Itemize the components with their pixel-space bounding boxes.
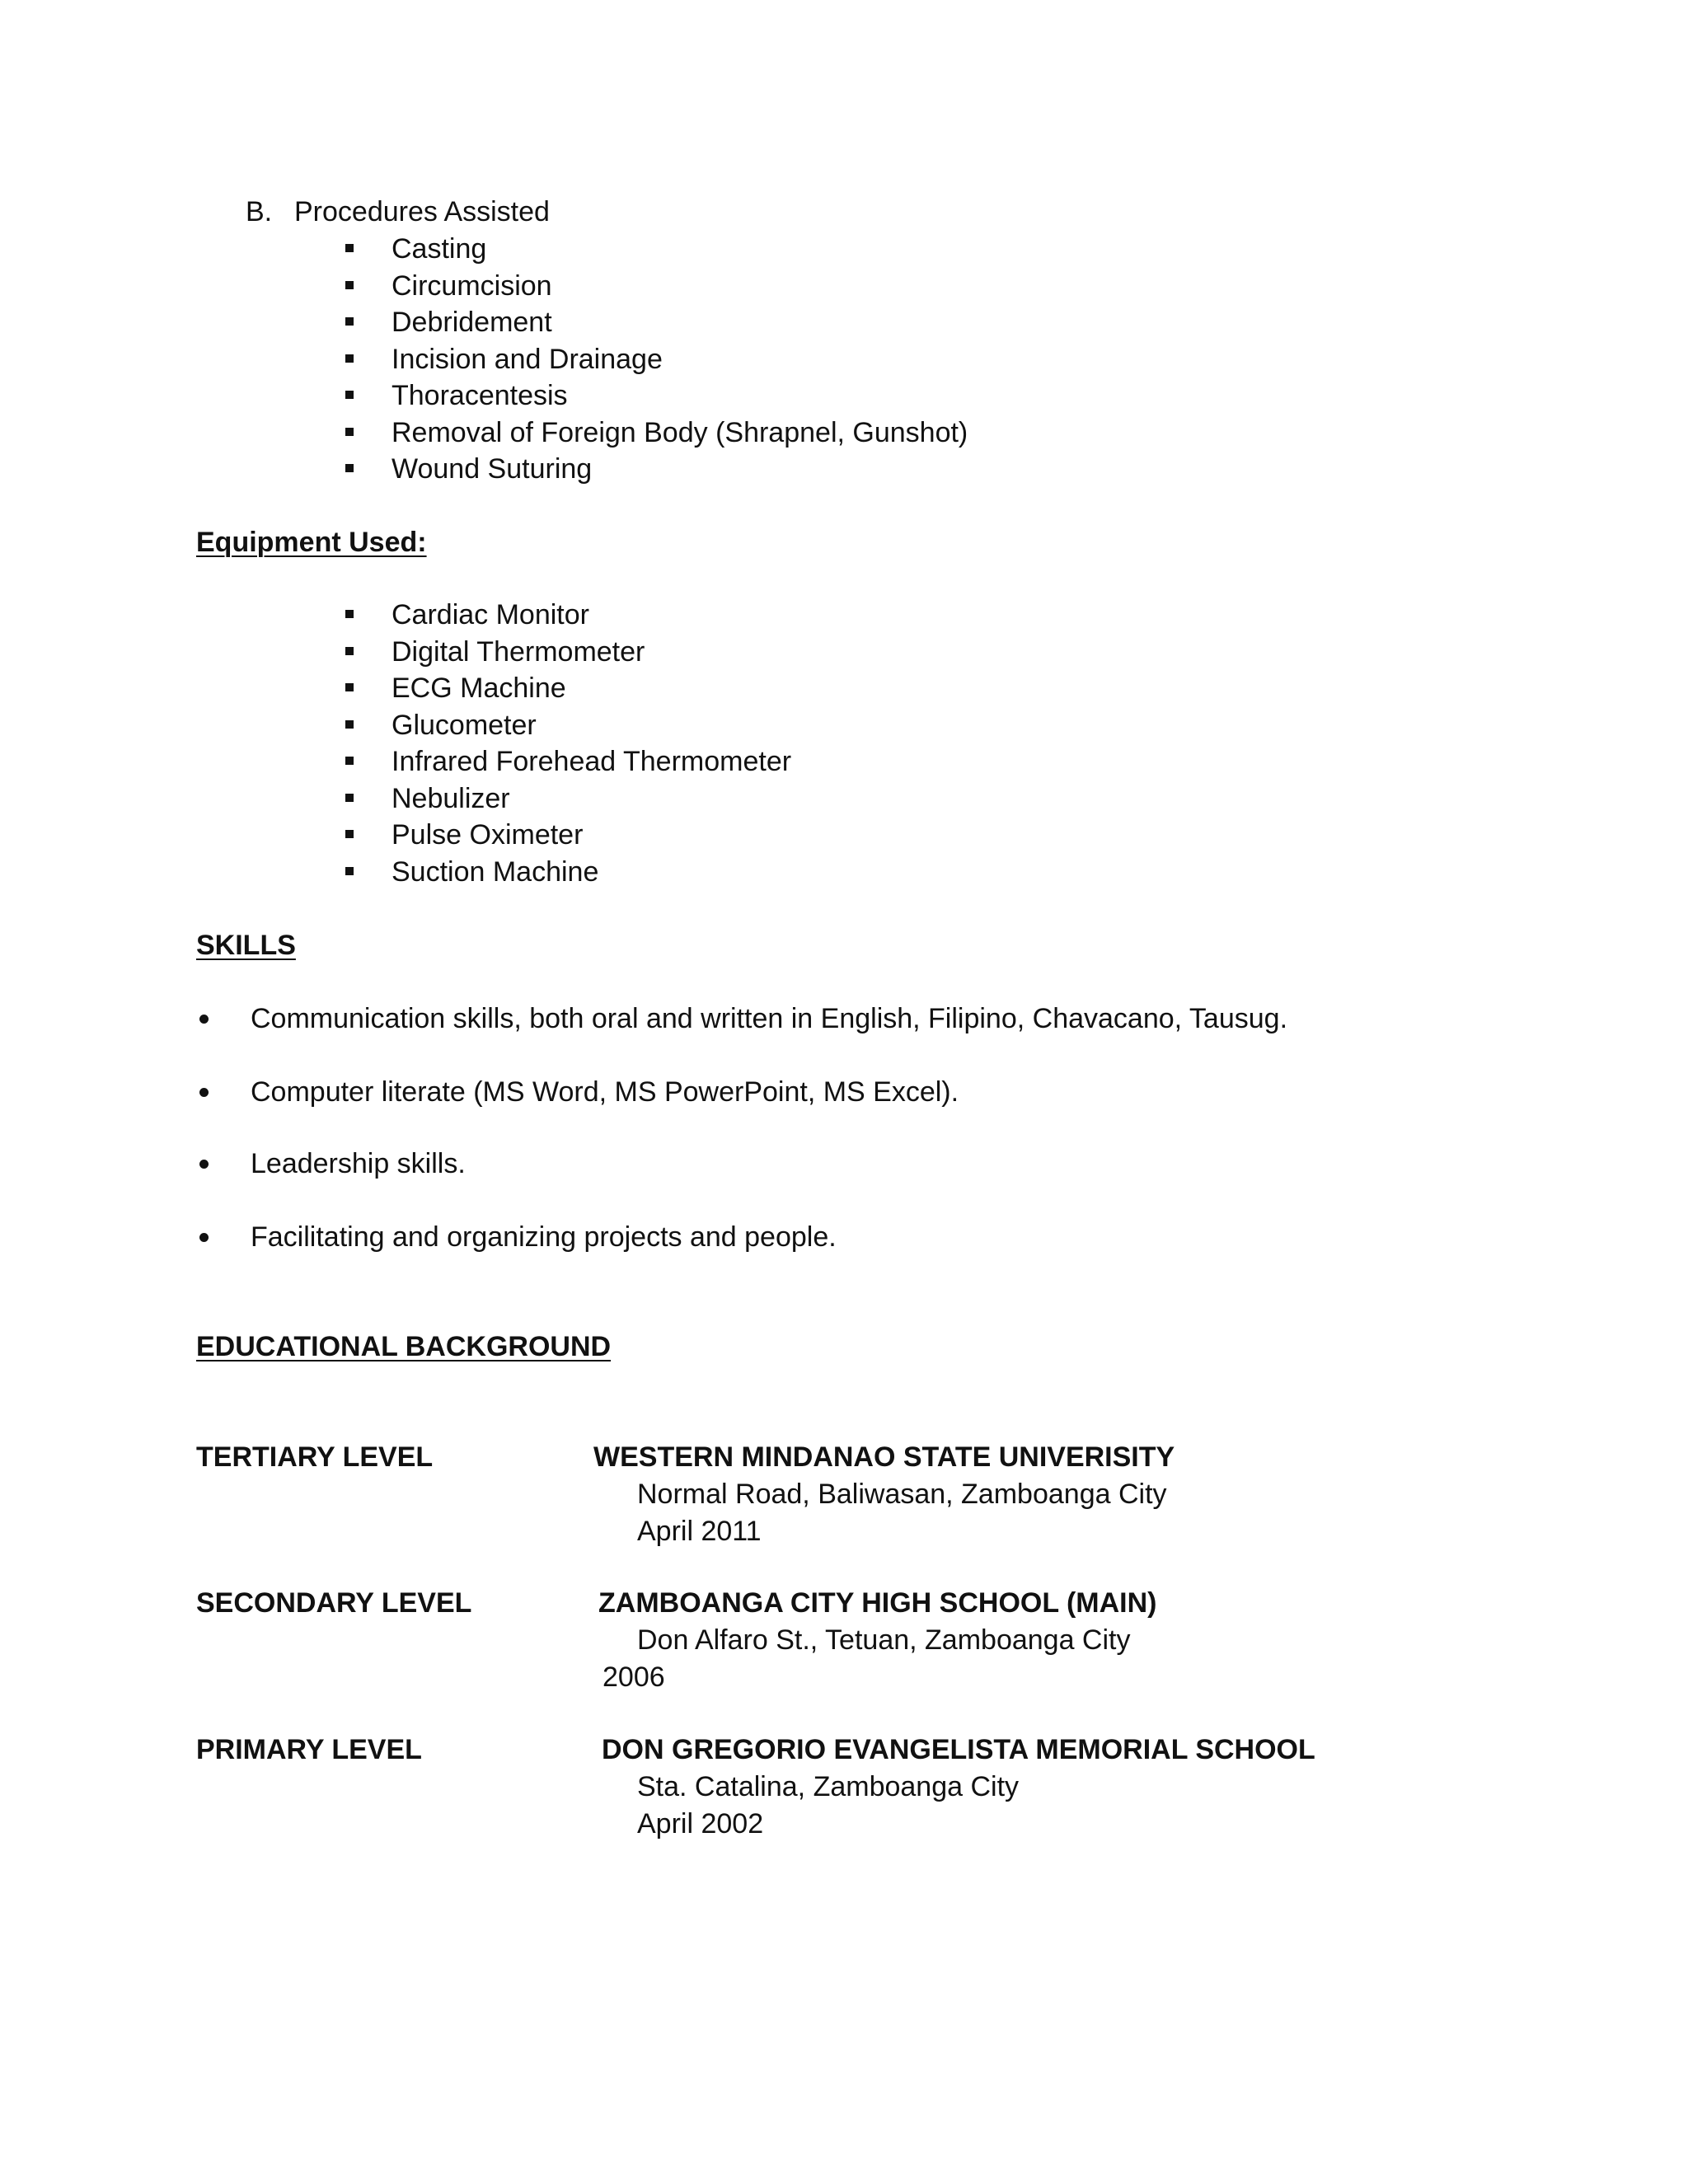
round-bullet-icon <box>199 1088 209 1097</box>
list-item <box>342 231 968 268</box>
graduation-date: 2006 <box>603 1661 665 1693</box>
square-bullet-icon <box>345 720 354 729</box>
list-item-text: Casting <box>392 233 487 265</box>
graduation-date: April 2002 <box>637 1808 764 1840</box>
list-item <box>342 780 791 818</box>
list-item <box>342 597 791 634</box>
list-item-text: Thoracentesis <box>392 380 568 411</box>
list-item-text: Suction Machine <box>392 855 599 888</box>
skill-text: Communication skills, both oral and written in English, Filipino, Chavacano, Tausug. <box>251 1003 1288 1034</box>
procedures-list <box>342 231 968 488</box>
section-letter: B. <box>246 196 273 227</box>
list-item <box>342 268 968 305</box>
school-name: DON GREGORIO EVANGELISTA MEMORIAL SCHOOL <box>602 1734 1315 1765</box>
list-item-text: Infrared Forehead Thermometer <box>392 746 792 777</box>
list-item-text: ECG Machine <box>392 673 566 704</box>
school-address: Sta. Catalina, Zamboanga City <box>637 1771 1020 1802</box>
square-bullet-icon <box>345 464 354 472</box>
education-heading: EDUCATIONAL BACKGROUND <box>196 1331 612 1362</box>
list-item-text: Removal of Foreign Body (Shrapnel, Gunshot) <box>392 416 968 448</box>
list-item <box>342 341 968 378</box>
square-bullet-icon <box>345 391 354 399</box>
list-item-text: Digital Thermometer <box>392 635 645 668</box>
square-bullet-icon <box>345 757 354 765</box>
square-bullet-icon <box>345 683 354 691</box>
round-bullet-icon <box>199 1160 209 1169</box>
list-item-text: Wound Suturing <box>392 453 593 485</box>
round-bullet-icon <box>199 1233 209 1242</box>
procedures-title: Procedures Assisted <box>294 196 550 227</box>
skill-text: Computer literate (MS Word, MS PowerPoint, MS Excel). <box>251 1076 959 1108</box>
education-level: PRIMARY LEVEL <box>196 1734 422 1765</box>
square-bullet-icon <box>345 428 354 436</box>
square-bullet-icon <box>345 281 354 289</box>
list-item <box>342 854 791 891</box>
list-item <box>342 304 968 341</box>
school-name: WESTERN MINDANAO STATE UNIVERISITY <box>593 1441 1175 1473</box>
equipment-heading: Equipment Used: <box>196 527 427 558</box>
list-item-text: Circumcision <box>392 269 552 302</box>
school-name: ZAMBOANGA CITY HIGH SCHOOL (MAIN) <box>598 1587 1157 1619</box>
square-bullet-icon <box>345 647 354 655</box>
skill-text: Facilitating and organizing projects and people. <box>251 1221 837 1253</box>
square-bullet-icon <box>345 830 354 838</box>
square-bullet-icon <box>345 610 354 618</box>
education-level: TERTIARY LEVEL <box>196 1441 434 1473</box>
square-bullet-icon <box>345 867 354 875</box>
list-item <box>342 377 968 415</box>
round-bullet-icon <box>199 1015 209 1024</box>
skill-text: Leadership skills. <box>251 1148 466 1179</box>
school-address: Don Alfaro St., Tetuan, Zamboanga City <box>637 1624 1131 1656</box>
equipment-list <box>342 597 791 890</box>
square-bullet-icon <box>345 354 354 363</box>
list-item <box>342 670 791 707</box>
square-bullet-icon <box>345 317 354 326</box>
square-bullet-icon <box>345 794 354 802</box>
list-item <box>342 817 791 854</box>
skills-heading: SKILLS <box>196 930 296 961</box>
list-item <box>342 451 968 488</box>
list-item-text: Nebulizer <box>392 782 510 814</box>
list-item-text: Glucometer <box>392 709 537 741</box>
list-item-text: Cardiac Monitor <box>392 599 589 630</box>
school-address: Normal Road, Baliwasan, Zamboanga City <box>637 1479 1167 1510</box>
education-level: SECONDARY LEVEL <box>196 1587 472 1619</box>
list-item-text: Pulse Oximeter <box>392 819 584 851</box>
list-item <box>342 707 791 744</box>
list-item <box>342 634 791 671</box>
list-item <box>342 415 968 452</box>
graduation-date: April 2011 <box>637 1516 762 1547</box>
list-item-text: Debridement <box>392 307 552 338</box>
list-item <box>342 743 791 780</box>
list-item-text: Incision and Drainage <box>392 343 663 375</box>
square-bullet-icon <box>345 244 354 252</box>
